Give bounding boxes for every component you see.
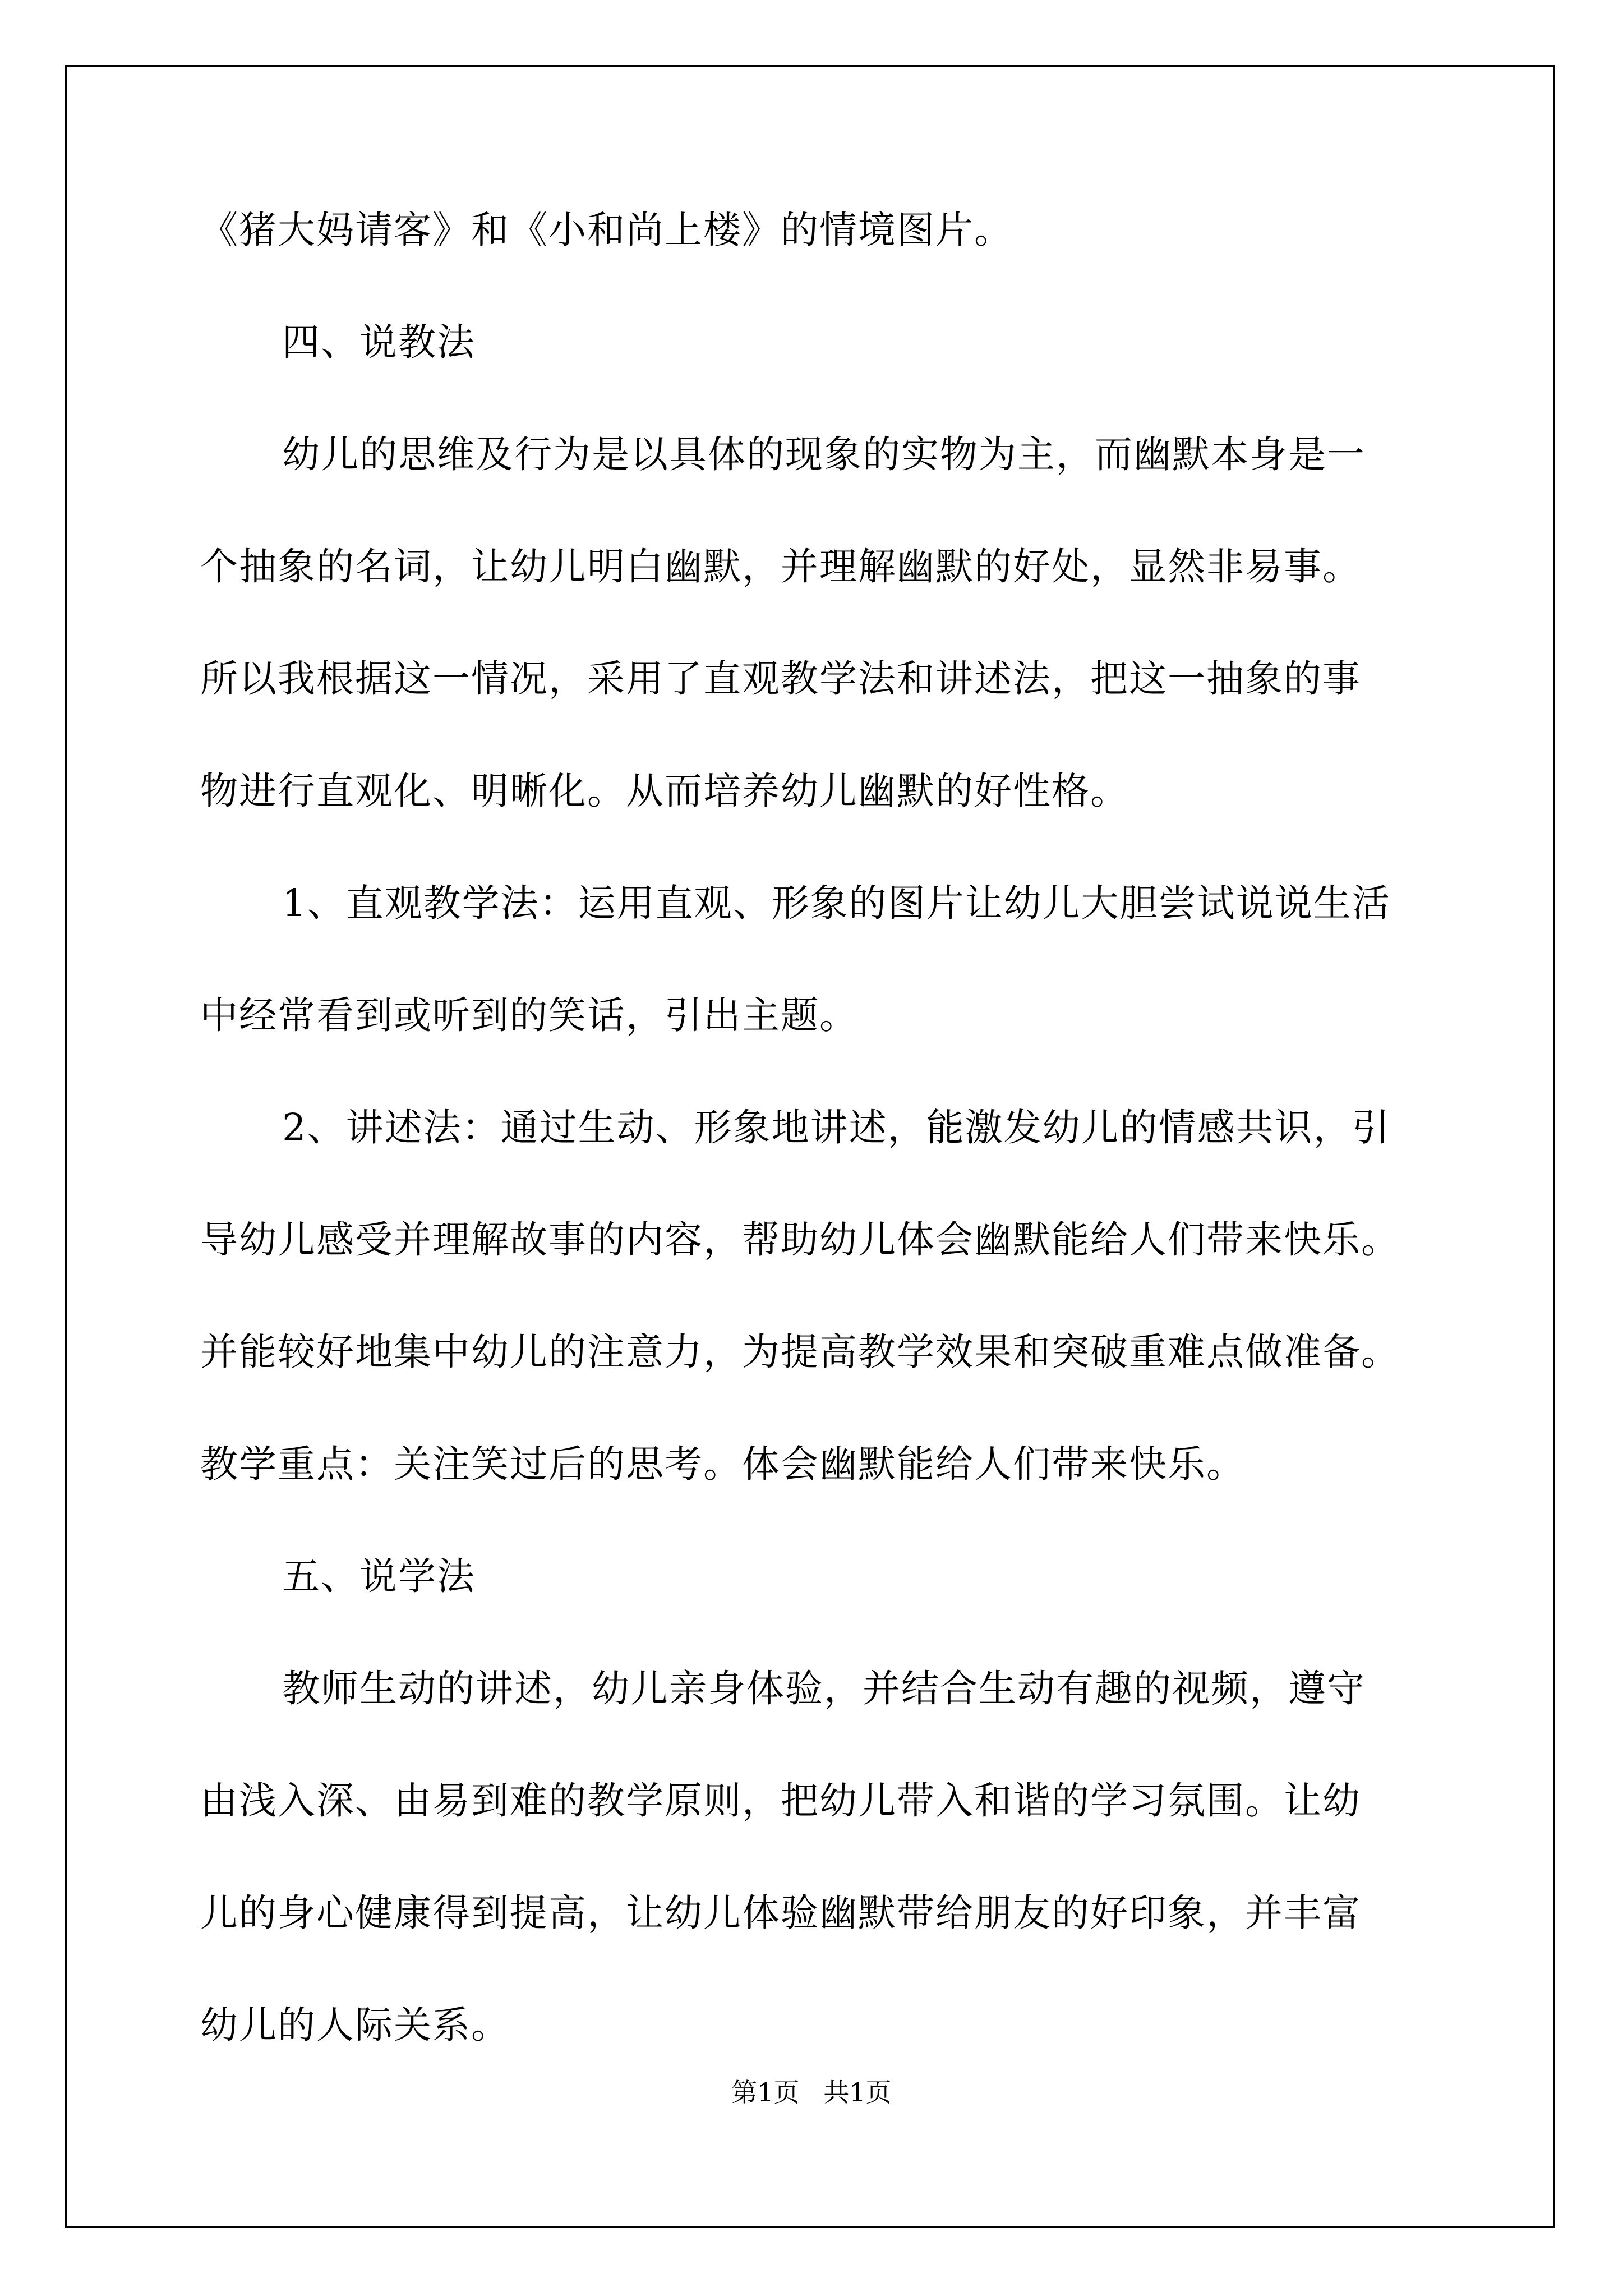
paragraph-line: 所以我根据这一情况，采用了直观教学法和讲述法，把这一抽象的事 bbox=[200, 657, 1361, 701]
paragraph-line: 幼儿的人际关系。 bbox=[200, 2003, 510, 2047]
paragraph-line: 幼儿的思维及行为是以具体的现象的实物为主，而幽默本身是一 bbox=[282, 432, 1366, 476]
paragraph-line: 个抽象的名词，让幼儿明白幽默，并理解幽默的好处，显然非易事。 bbox=[200, 545, 1361, 588]
page-number: 第1页 bbox=[731, 2077, 800, 2108]
section-heading: 五、说学法 bbox=[282, 1554, 476, 1598]
section-heading: 四、说教法 bbox=[282, 320, 476, 364]
paragraph-line: 并能较好地集中幼儿的注意力，为提高教学效果和突破重难点做准备。 bbox=[200, 1330, 1400, 1374]
paragraph-line: 中经常看到或听到的笑话，引出主题。 bbox=[200, 993, 858, 1037]
paragraph-line: 由浅入深、由易到难的教学原则，把幼儿带入和谐的学习氛围。让幼 bbox=[200, 1779, 1361, 1823]
paragraph-line: 《猪大妈请客》和《小和尚上楼》的情境图片。 bbox=[200, 208, 1013, 252]
page-total: 共1页 bbox=[823, 2077, 892, 2108]
paragraph-line: 导幼儿感受并理解故事的内容，帮助幼儿体会幽默能给人们带来快乐。 bbox=[200, 1218, 1400, 1262]
paragraph-line: 物进行直观化、明晰化。从而培养幼儿幽默的好性格。 bbox=[200, 769, 1129, 813]
page-footer bbox=[0, 2076, 1623, 2109]
paragraph-line: 1、直观教学法：运用直观、形象的图片让幼儿大胆尝试说说生活 bbox=[282, 881, 1391, 925]
paragraph-line: 2、讲述法：通过生动、形象地讲述，能激发幼儿的情感共识，引 bbox=[282, 1106, 1391, 1149]
paragraph-line: 教学重点：关注笑过后的思考。体会幽默能给人们带来快乐。 bbox=[200, 1442, 1245, 1486]
paragraph-line: 儿的身心健康得到提高，让幼儿体验幽默带给朋友的好印象，并丰富 bbox=[200, 1891, 1361, 1935]
paragraph-line: 教师生动的讲述，幼儿亲身体验，并结合生动有趣的视频，遵守 bbox=[282, 1667, 1366, 1710]
